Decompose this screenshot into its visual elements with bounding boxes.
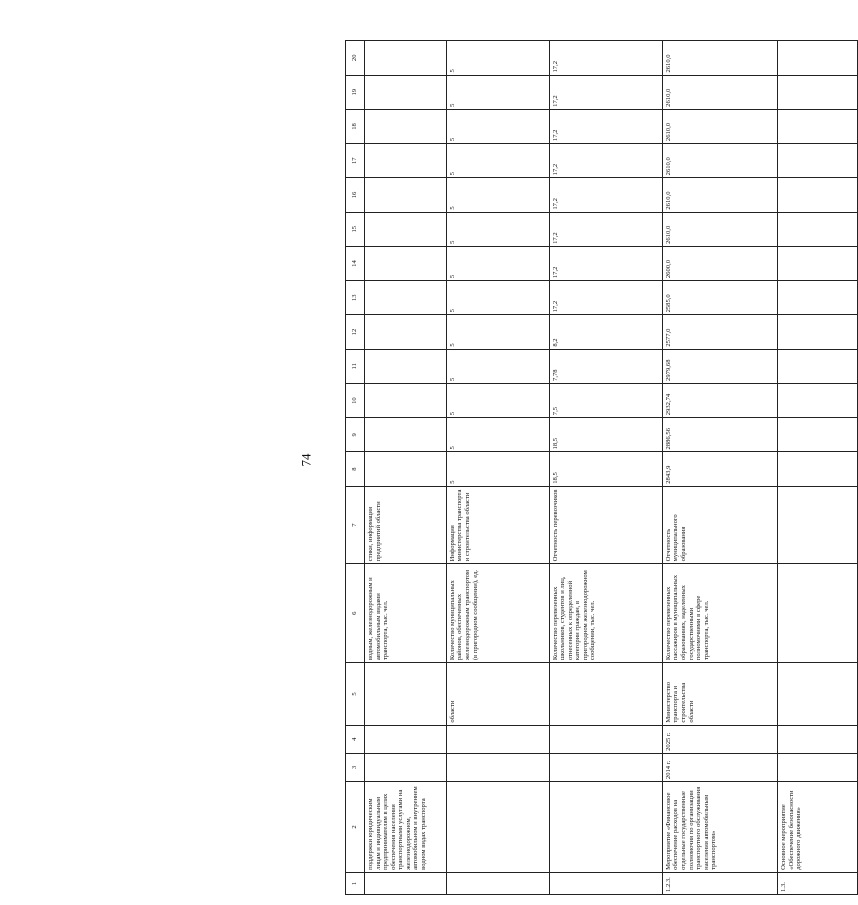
column-header-8: 8 [346, 452, 365, 486]
cell-c7: Отчетность муниципального образования [662, 486, 777, 564]
cell-c3 [446, 753, 549, 781]
value-cell-col-15: 2610,0 [662, 212, 777, 246]
value-cell-col-17: 5 [446, 144, 549, 178]
value-cell-col-13 [365, 281, 447, 315]
column-header-19: 19 [346, 75, 365, 109]
column-header-16: 16 [346, 178, 365, 212]
cell-c3 [549, 753, 662, 781]
column-header-17: 17 [346, 144, 365, 178]
column-header-20: 20 [346, 41, 365, 76]
cell-c2 [549, 782, 662, 873]
cell-c1: 1.2.3. [662, 872, 777, 894]
value-cell-col-18: 2610,0 [662, 109, 777, 143]
table-row [662, 41, 777, 895]
column-header-15: 15 [346, 212, 365, 246]
value-cell-col-16 [778, 178, 858, 212]
cell-c1: 1.3. [778, 872, 858, 894]
value-cell-col-20: 17,2 [549, 41, 662, 76]
column-header-6: 6 [346, 564, 365, 663]
value-cell-col-18: 17,2 [549, 109, 662, 143]
value-cell-col-12: 2577,0 [662, 315, 777, 349]
value-cell-col-11: 2979,68 [662, 349, 777, 383]
value-cell-col-18 [365, 109, 447, 143]
value-cell-col-11: 5 [446, 349, 549, 383]
cell-c5: области [446, 663, 549, 726]
value-cell-col-20 [778, 41, 858, 76]
value-cell-col-14: 2600,0 [662, 246, 777, 280]
value-cell-col-13: 17,2 [549, 281, 662, 315]
value-cell-col-9: 18,5 [549, 418, 662, 452]
table-row [446, 41, 549, 895]
cell-c2: поддержки юридическим лицам и индивидуальным предпринимателям в целях обеспечения населения транспортными услугами на железнодорожном, автомобильном и внутреннем водном видах транспорта [365, 782, 447, 873]
column-header-12: 12 [346, 315, 365, 349]
column-header-9: 9 [346, 418, 365, 452]
value-cell-col-17 [365, 144, 447, 178]
value-cell-col-18: 5 [446, 109, 549, 143]
value-cell-col-13: 2585,0 [662, 281, 777, 315]
value-cell-col-12: 8,2 [549, 315, 662, 349]
cell-c5 [365, 663, 447, 726]
column-header-3: 3 [346, 753, 365, 781]
value-cell-col-11 [778, 349, 858, 383]
cell-c5: Министерство транспорта и строительства области [662, 663, 777, 726]
value-cell-col-20: 2610,0 [662, 41, 777, 76]
cell-c4 [446, 725, 549, 753]
value-cell-col-17: 2610,0 [662, 144, 777, 178]
column-header-18: 18 [346, 109, 365, 143]
indicators-table [345, 40, 858, 895]
value-cell-col-8: 2843,9 [662, 452, 777, 486]
cell-c4 [549, 725, 662, 753]
cell-c1 [446, 872, 549, 894]
table-row [365, 41, 447, 895]
cell-c6: Количество перевезенных пассажиров в муниципальных образованиях, наделенных государственными полномочиями в сфере транспорта, тыс. чел. [662, 564, 777, 663]
table-row [778, 41, 858, 895]
cell-c7 [778, 486, 858, 564]
value-cell-col-20: 5 [446, 41, 549, 76]
value-cell-col-15 [365, 212, 447, 246]
value-cell-col-12 [365, 315, 447, 349]
cell-c3 [365, 753, 447, 781]
indicators-table-wrapper [345, 40, 858, 895]
value-cell-col-10: 5 [446, 383, 549, 417]
value-cell-col-8: 18,5 [549, 452, 662, 486]
value-cell-col-14 [365, 246, 447, 280]
value-cell-col-12: 5 [446, 315, 549, 349]
cell-c7: Информация министерства транспорта и строительства области [446, 486, 549, 564]
column-header-1: 1 [346, 872, 365, 894]
cell-c7: Отчетность перевозчиков [549, 486, 662, 564]
value-cell-col-18 [778, 109, 858, 143]
value-cell-col-8 [778, 452, 858, 486]
column-header-14: 14 [346, 246, 365, 280]
value-cell-col-10 [778, 383, 858, 417]
value-cell-col-11: 7,78 [549, 349, 662, 383]
table-row [549, 41, 662, 895]
value-cell-col-16: 5 [446, 178, 549, 212]
cell-c1 [549, 872, 662, 894]
cell-c5 [549, 663, 662, 726]
column-header-4: 4 [346, 725, 365, 753]
value-cell-col-16: 2610,0 [662, 178, 777, 212]
value-cell-col-12 [778, 315, 858, 349]
value-cell-col-8: 5 [446, 452, 549, 486]
value-cell-col-9: 5 [446, 418, 549, 452]
value-cell-col-15: 17,2 [549, 212, 662, 246]
header-row [346, 41, 365, 895]
cell-c1 [365, 872, 447, 894]
value-cell-col-11 [365, 349, 447, 383]
value-cell-col-16 [365, 178, 447, 212]
value-cell-col-9: 2886,56 [662, 418, 777, 452]
value-cell-col-17 [778, 144, 858, 178]
column-header-5: 5 [346, 663, 365, 726]
value-cell-col-10 [365, 383, 447, 417]
value-cell-col-19 [365, 75, 447, 109]
column-header-11: 11 [346, 349, 365, 383]
value-cell-col-10: 7,5 [549, 383, 662, 417]
cell-c3 [778, 753, 858, 781]
cell-c6: Количество муниципальных районов, обеспеченных железнодорожным транспортом (в пригородном сообщении), ед. [446, 564, 549, 663]
column-header-10: 10 [346, 383, 365, 417]
cell-c4 [365, 725, 447, 753]
value-cell-col-17: 17,2 [549, 144, 662, 178]
value-cell-col-16: 17,2 [549, 178, 662, 212]
value-cell-col-15 [778, 212, 858, 246]
column-header-2: 2 [346, 782, 365, 873]
value-cell-col-14 [778, 246, 858, 280]
value-cell-col-9 [778, 418, 858, 452]
table-body [365, 41, 858, 895]
cell-c2: Мероприятие «Финансовое обеспечение расходов на отдельные государственные полномочия по организации транспортного обслуживания населения автомобильным транспортом» [662, 782, 777, 873]
value-cell-col-14: 5 [446, 246, 549, 280]
value-cell-col-8 [365, 452, 447, 486]
value-cell-col-19: 17,2 [549, 75, 662, 109]
cell-c4 [778, 725, 858, 753]
value-cell-col-19 [778, 75, 858, 109]
value-cell-col-19: 5 [446, 75, 549, 109]
cell-c5 [778, 663, 858, 726]
cell-c2 [446, 782, 549, 873]
value-cell-col-14: 17,2 [549, 246, 662, 280]
value-cell-col-19: 2610,0 [662, 75, 777, 109]
cell-c6: водным, железнодорожным и автомобильным видами транспорта, тыс. чел. [365, 564, 447, 663]
page-number: 74 [298, 453, 314, 467]
cell-c4: 2025 г. [662, 725, 777, 753]
value-cell-col-15: 5 [446, 212, 549, 246]
value-cell-col-13 [778, 281, 858, 315]
column-header-7: 7 [346, 486, 365, 564]
value-cell-col-9 [365, 418, 447, 452]
cell-c6: Количество перевезенных школьников, студентов и лиц, отнесенных к определенной категории граждан, в пригородном железнодорожном сообщении, тыс. чел. [549, 564, 662, 663]
value-cell-col-10: 2932,74 [662, 383, 777, 417]
cell-c6 [778, 564, 858, 663]
column-header-13: 13 [346, 281, 365, 315]
value-cell-col-20 [365, 41, 447, 76]
cell-c3: 2014 г. [662, 753, 777, 781]
cell-c7: стики, информация предприятий области [365, 486, 447, 564]
value-cell-col-13: 5 [446, 281, 549, 315]
cell-c2: Основное мероприятие «Обеспечение безопасности дорожного движения» [778, 782, 858, 873]
